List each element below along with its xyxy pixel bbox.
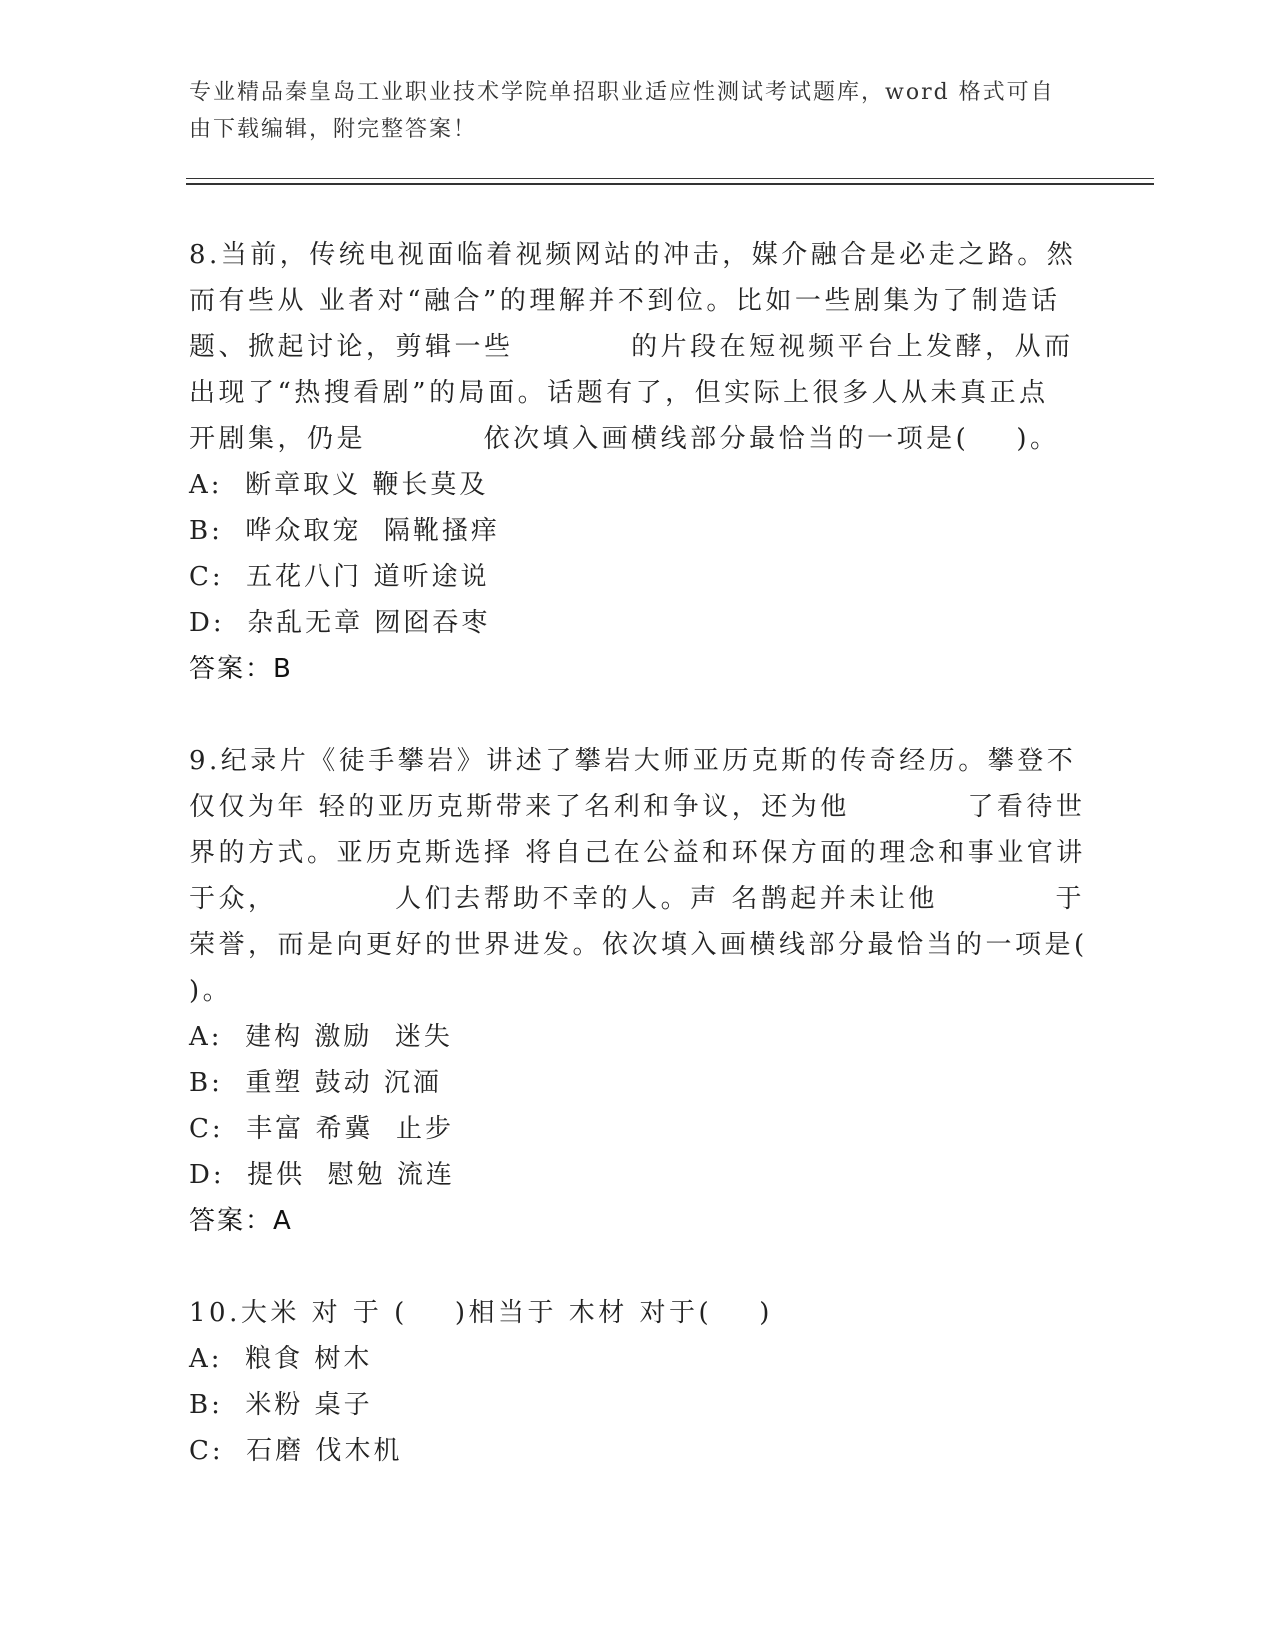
stem-line: 题、掀起讨论，剪辑一些 的片段在短视频平台上发酵，从而 <box>189 332 1074 362</box>
option-c: C: 五花八门 道听途说 <box>189 562 490 592</box>
option-a: A: 粮食 树木 <box>189 1344 373 1374</box>
question-9 <box>189 738 1089 1244</box>
stem-line: )。 <box>189 976 233 1006</box>
option-d: D: 提供 慰勉 流连 <box>189 1160 455 1190</box>
header-line-2: 由下载编辑，附完整答案！ <box>189 117 478 142</box>
stem-line: 而有些从 业者对“融合”的理解并不到位。比如一些剧集为了制造话 <box>189 286 1061 316</box>
stem-line: 于众， 人们去帮助不幸的人。声 名鹊起并未让他 于 <box>189 884 1086 914</box>
option-a: A: 建构 激励 迷失 <box>189 1022 453 1052</box>
option-c: C: 石磨 伐木机 <box>189 1436 403 1466</box>
option-a: A: 断章取义 鞭长莫及 <box>189 470 489 500</box>
stem-line: 8.当前，传统电视面临着视频网站的冲击，媒介融合是必走之路。然 <box>189 240 1077 270</box>
question-10 <box>189 1290 1089 1474</box>
stem-line: 开剧集，仍是 依次填入画横线部分最恰当的一项是( )。 <box>189 424 1060 454</box>
option-b: B: 米粉 桌子 <box>189 1390 373 1420</box>
question-stem <box>189 1290 1089 1336</box>
header-divider <box>186 178 1154 185</box>
option-d: D: 杂乱无章 囫囵吞枣 <box>189 608 491 638</box>
stem-line: 9.纪录片《徒手攀岩》讲述了攀岩大师亚历克斯的传奇经历。攀登不 <box>189 746 1077 776</box>
option-b: B: 重塑 鼓动 沉湎 <box>189 1068 442 1098</box>
question-stem <box>189 232 1089 462</box>
option-b: B: 哗众取宠 隔靴搔痒 <box>189 516 500 546</box>
answer-label: 答案：A <box>189 1206 293 1236</box>
question-8 <box>189 232 1089 692</box>
stem-line: 界的方式。亚历克斯选择 将自己在公益和环保方面的理念和事业官讲 <box>189 838 1086 868</box>
stem-line: 荣誉，而是向更好的世界进发。依次填入画横线部分最恰当的一项是( <box>189 930 1088 960</box>
stem-line: 10.大米 对 于 ( )相当于 木材 对于( ) <box>189 1298 773 1328</box>
option-c: C: 丰富 希冀 止步 <box>189 1114 454 1144</box>
question-list <box>189 232 1089 1520</box>
stem-line: 仅仅为年 轻的亚历克斯带来了名利和争议，还为他 了看待世 <box>189 792 1086 822</box>
question-stem <box>189 738 1089 1014</box>
stem-line: 出现了“热搜看剧”的局面。话题有了，但实际上很多人从未真正点 <box>189 378 1049 408</box>
document-header <box>189 74 1089 148</box>
answer-label: 答案：B <box>189 654 293 684</box>
header-line-1: 专业精品秦皇岛工业职业技术学院单招职业适应性测试考试题库，word 格式可自 <box>189 80 1055 105</box>
